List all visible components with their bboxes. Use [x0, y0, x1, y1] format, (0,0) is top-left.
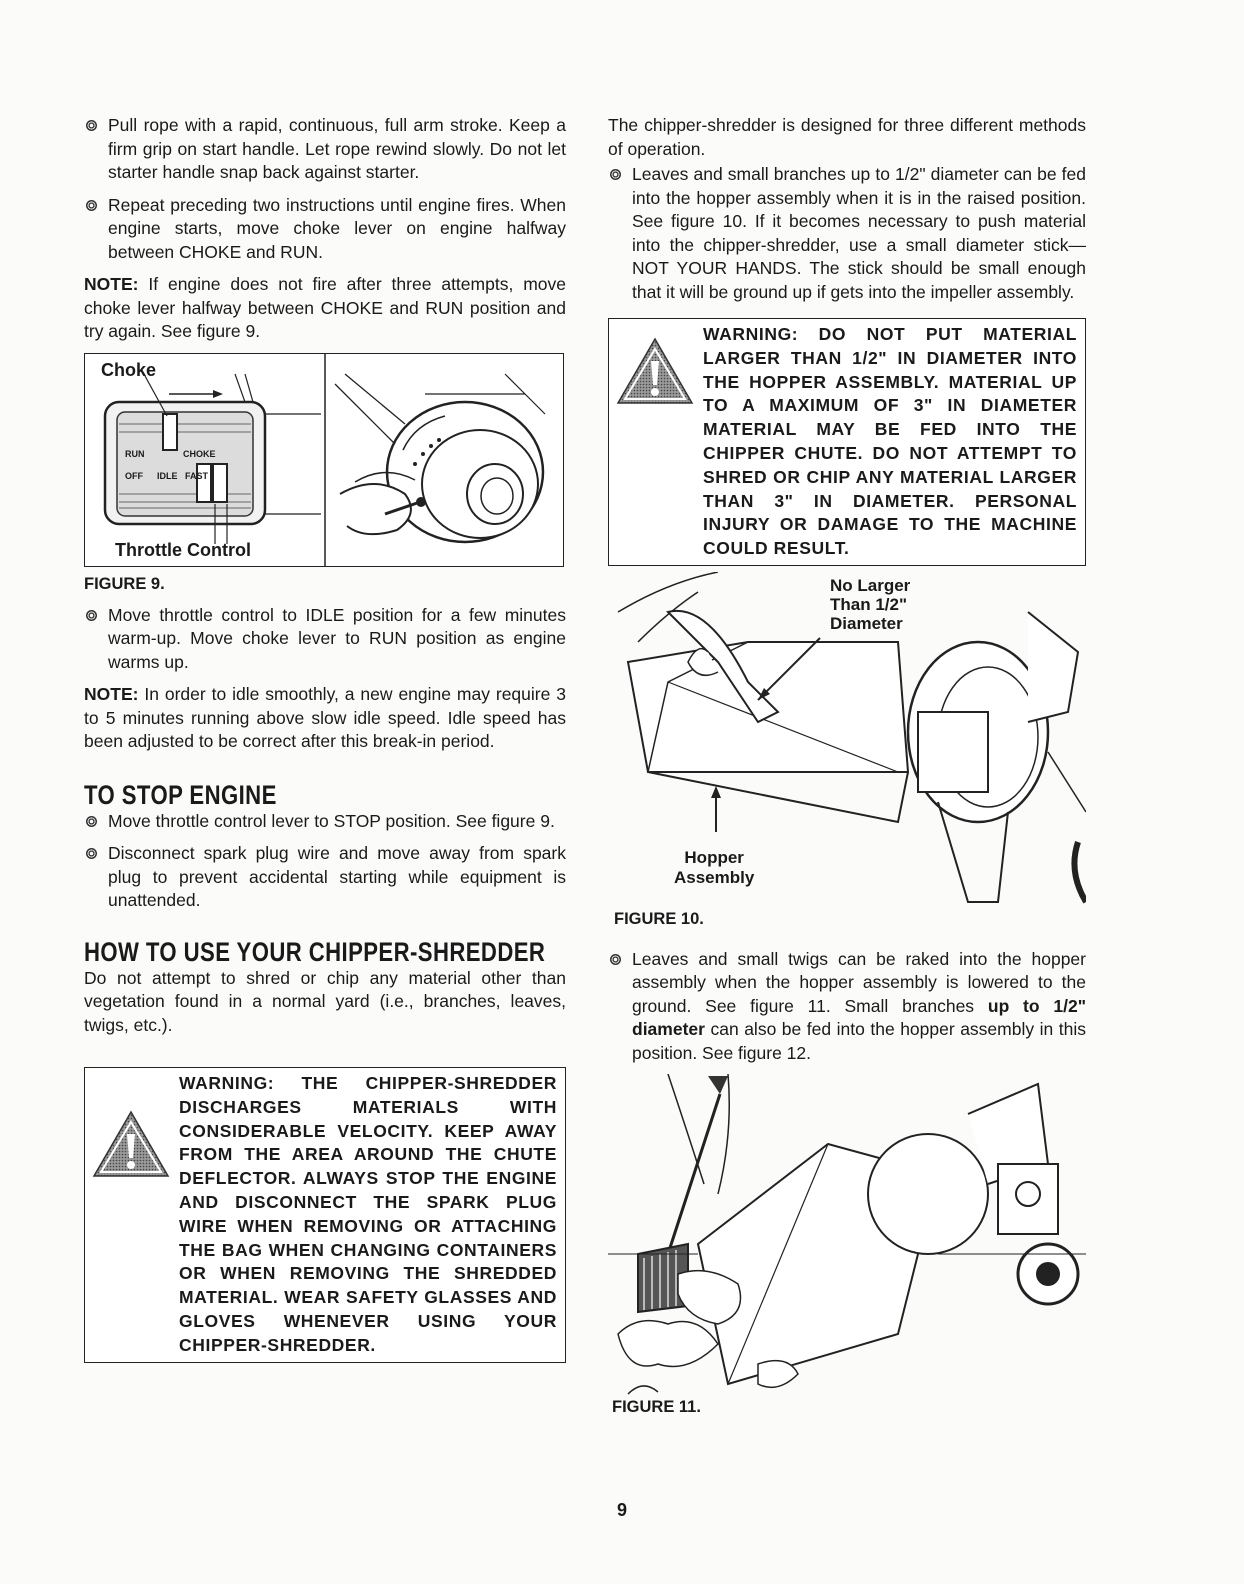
choke-throttle-illustration	[85, 354, 563, 566]
bullet-idle: Move throttle control to IDLE position for a few minutes warm-up. Move choke lever to RUN position as engine warms up.	[84, 604, 566, 675]
warning-triangle-icon	[615, 335, 695, 407]
bullet-icon	[610, 954, 621, 965]
choke-small-label: CHOKE	[183, 448, 216, 459]
bullet-pull-rope: Pull rope with a rapid, continuous, full arm stroke. Keep a firm grip on start handle. Let rope rewind slowly. Do not let starter handle snap back against starter.	[84, 114, 566, 185]
warning-text-material-size: WARNING: DO NOT PUT MATERIAL LARGER THAN 1/2" IN DIAMETER INTO THE HOPPER ASSEMBLY. MATERIAL UP TO A MAXIMUM OF 3" IN DIAMETER MATERIAL MAY BE FED INTO THE CHIPPER CHUTE. DO NOT ATTEMPT TO SHRED OR CHIP ANY MATERIAL LARGER THAN 3" IN DIAMETER. PERSONAL INJURY OR DAMAGE TO THE MACHINE COULD RESULT.	[703, 324, 1077, 559]
methods-intro: The chipper-shredder is designed for three different methods of operation.	[608, 115, 1086, 159]
figure-11-caption: FIGURE 11.	[612, 1398, 701, 1417]
page-number: 9	[616, 1500, 627, 1520]
idle-label: IDLE	[157, 470, 178, 481]
bullet-icon	[86, 816, 97, 827]
off-label: OFF	[125, 470, 143, 481]
hopper-lowered-illustration	[608, 1074, 1086, 1414]
bullet-raised-position: Leaves and small branches up to 1/2" diameter can be fed into the hopper assembly when it is in the raised position. See figure 10. If it becomes necessary to push material into the chipper-shredder, use a small diameter stick—NOT YOUR HANDS. The stick should be small enough that it will be ground up if gets into the impeller assembly.	[608, 163, 1086, 304]
figure-11	[608, 1074, 1086, 1417]
hopper-assembly-label: Hopper Assembly	[674, 847, 755, 887]
figure-10-caption: FIGURE 10.	[614, 909, 704, 928]
warning-box-discharge	[84, 1067, 566, 1363]
use-intro: Do not attempt to shred or chip any material other than vegetation found in a normal yard (i.e., branches, leaves, twigs, etc.).	[84, 967, 566, 1035]
bullet-disconnect: Disconnect spark plug wire and move away from spark plug to prevent accidental starting while equipment is unattended.	[84, 842, 566, 913]
heading-how-to-use: HOW TO USE YOUR CHIPPER-SHREDDER	[84, 936, 546, 967]
bullet-icon	[86, 200, 97, 211]
note-engine-fire: NOTE: If engine does not fire after three attempts, move choke lever halfway between CHOKE and RUN position and try again. See figure 9.	[84, 274, 566, 341]
throttle-control-label: Throttle Control	[115, 539, 251, 560]
no-larger-label: No Larger Than 1/2" Diameter	[830, 575, 911, 633]
bullet-icon	[610, 169, 621, 180]
left-column	[84, 114, 566, 1363]
fast-label: FAST	[185, 470, 209, 481]
heading-stop-engine: TO STOP ENGINE	[84, 779, 277, 810]
bullet-icon	[86, 120, 97, 131]
choke-label: Choke	[101, 359, 157, 380]
bullet-repeat: Repeat preceding two instructions until engine fires. When engine starts, move choke lever on engine halfway between CHOKE and RUN.	[84, 194, 566, 265]
warning-box-material-size	[608, 318, 1086, 566]
figure-9	[84, 353, 564, 567]
bullet-stop: Move throttle control lever to STOP position. See figure 9.	[84, 810, 566, 834]
figure-9-caption: FIGURE 9.	[84, 574, 165, 593]
warning-text-discharge: WARNING: THE CHIPPER-SHREDDER DISCHARGES MATERIALS WITH CONSIDERABLE VELOCITY. KEEP AWAY FROM THE AREA AROUND THE CHUTE DEFLECTOR. ALWAYS STOP THE ENGINE AND DISCONNECT THE SPARK PLUG WIRE WHEN REMOVING OR ATTACHING THE BAG WHEN CHANGING CONTAINERS OR WHEN REMOVING THE SHREDDED MATERIAL. WEAR SAFETY GLASSES AND GLOVES WHENEVER USING YOUR CHIPPER-SHREDDER.	[179, 1073, 557, 1355]
note-idle: NOTE: In order to idle smoothly, a new engine may require 3 to 5 minutes running above slow idle speed. Idle speed has been adjusted to be correct after this break-in period.	[84, 684, 566, 751]
figure-10	[608, 572, 1086, 928]
warning-triangle-icon	[91, 1108, 171, 1180]
run-label: RUN	[125, 448, 145, 459]
bullet-raked-leaves: Leaves and small twigs can be raked into the hopper assembly when the hopper assembly is lowered to the ground. See figure 11. Small branches up to 1/2" diameter can also be fed into the hopper assembly in this position. See figure 12.	[608, 948, 1086, 1066]
right-column	[608, 114, 1087, 1417]
bullet-icon	[86, 610, 97, 621]
bullet-icon	[86, 848, 97, 859]
